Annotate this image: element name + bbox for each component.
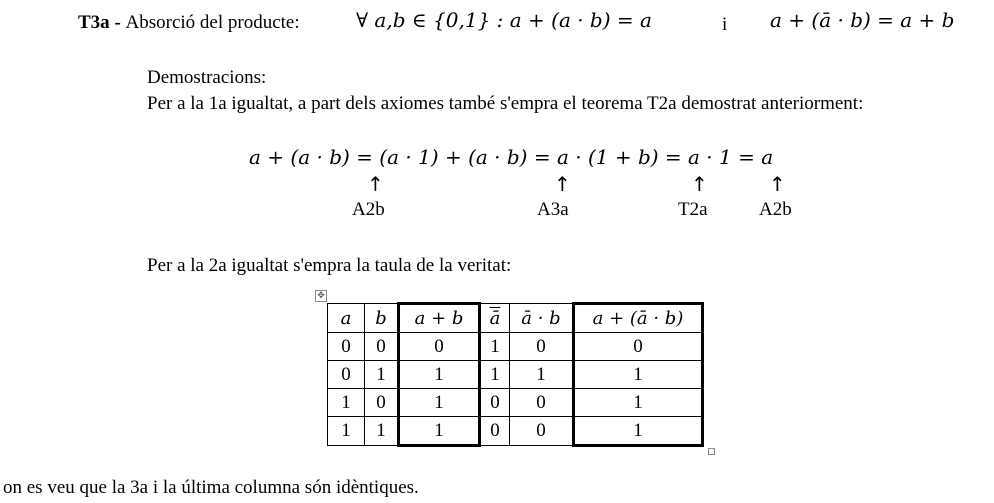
cell: 1 — [399, 389, 480, 417]
theorem-formula-2: a + (ā · b) = a + b — [770, 8, 955, 32]
cell: 1 — [328, 389, 365, 417]
cell: 1 — [574, 389, 703, 417]
header-a: a — [328, 304, 365, 333]
cell: 0 — [399, 333, 480, 361]
cell: 0 — [328, 333, 365, 361]
arrow-3: ↑ — [691, 172, 708, 196]
move-icon[interactable]: ✥ — [315, 290, 327, 302]
cell: 0 — [328, 361, 365, 389]
cell: 0 — [480, 417, 510, 446]
table-row — [328, 333, 703, 361]
theorem-connector: i — [722, 14, 728, 35]
table-row — [328, 417, 703, 446]
header-b: b — [365, 304, 399, 333]
cell: 0 — [365, 333, 399, 361]
cell: 1 — [365, 417, 399, 446]
header-not-a-and-b: ā · b — [510, 304, 574, 333]
cell: 1 — [480, 333, 510, 361]
header-result: a + (ā · b) — [574, 304, 703, 333]
demo-line-1: Per a la 1a igualtat, a part dels axiomes també s'empra el teorema T2a demostrat anteriorment: — [147, 93, 864, 114]
conclusion-text: on es veu que la 3a i la última columna són idèntiques. — [3, 477, 419, 498]
cell: 1 — [365, 361, 399, 389]
header-not-a: $\overline{ā}$ — [480, 304, 510, 333]
cell: 1 — [399, 361, 480, 389]
demo-title: Demostracions: — [147, 67, 267, 88]
cell: 1 — [574, 417, 703, 446]
cell: 0 — [574, 333, 703, 361]
theorem-dash: - — [109, 12, 126, 33]
demo-line-2: Per a la 2a igualtat s'empra la taula de la veritat: — [147, 255, 512, 276]
cell: 0 — [510, 389, 574, 417]
theorem-formula-1: ∀ a,b ∈ {0,1} : a + (a · b) = a — [356, 8, 652, 32]
cell: 1 — [399, 417, 480, 446]
proof-equation: a + (a · b) = (a · 1) + (a · b) = a · (1 + b) = a · 1 = a — [249, 145, 774, 169]
justification-4: A2b — [759, 199, 792, 220]
justification-2: A3a — [537, 199, 569, 220]
cell: 0 — [480, 389, 510, 417]
justification-3: T2a — [678, 199, 708, 220]
cell: 1 — [480, 361, 510, 389]
arrow-2: ↑ — [554, 172, 571, 196]
cell: 1 — [574, 361, 703, 389]
theorem-heading — [78, 12, 300, 34]
cell: 0 — [510, 333, 574, 361]
table-row — [328, 389, 703, 417]
arrow-1: ↑ — [367, 172, 384, 196]
theorem-label: T3a — [78, 12, 110, 33]
arrow-4: ↑ — [769, 172, 786, 196]
theorem-title: Absorció del producte: — [125, 12, 300, 33]
table-resize-handle[interactable] — [708, 448, 715, 455]
table-header-row — [328, 304, 703, 333]
cell: 1 — [328, 417, 365, 446]
cell: 1 — [510, 361, 574, 389]
cell: 0 — [365, 389, 399, 417]
justification-1: A2b — [352, 199, 385, 220]
table-row — [328, 361, 703, 389]
cell: 0 — [510, 417, 574, 446]
header-a-plus-b: a + b — [399, 304, 480, 333]
truth-table — [327, 302, 704, 447]
